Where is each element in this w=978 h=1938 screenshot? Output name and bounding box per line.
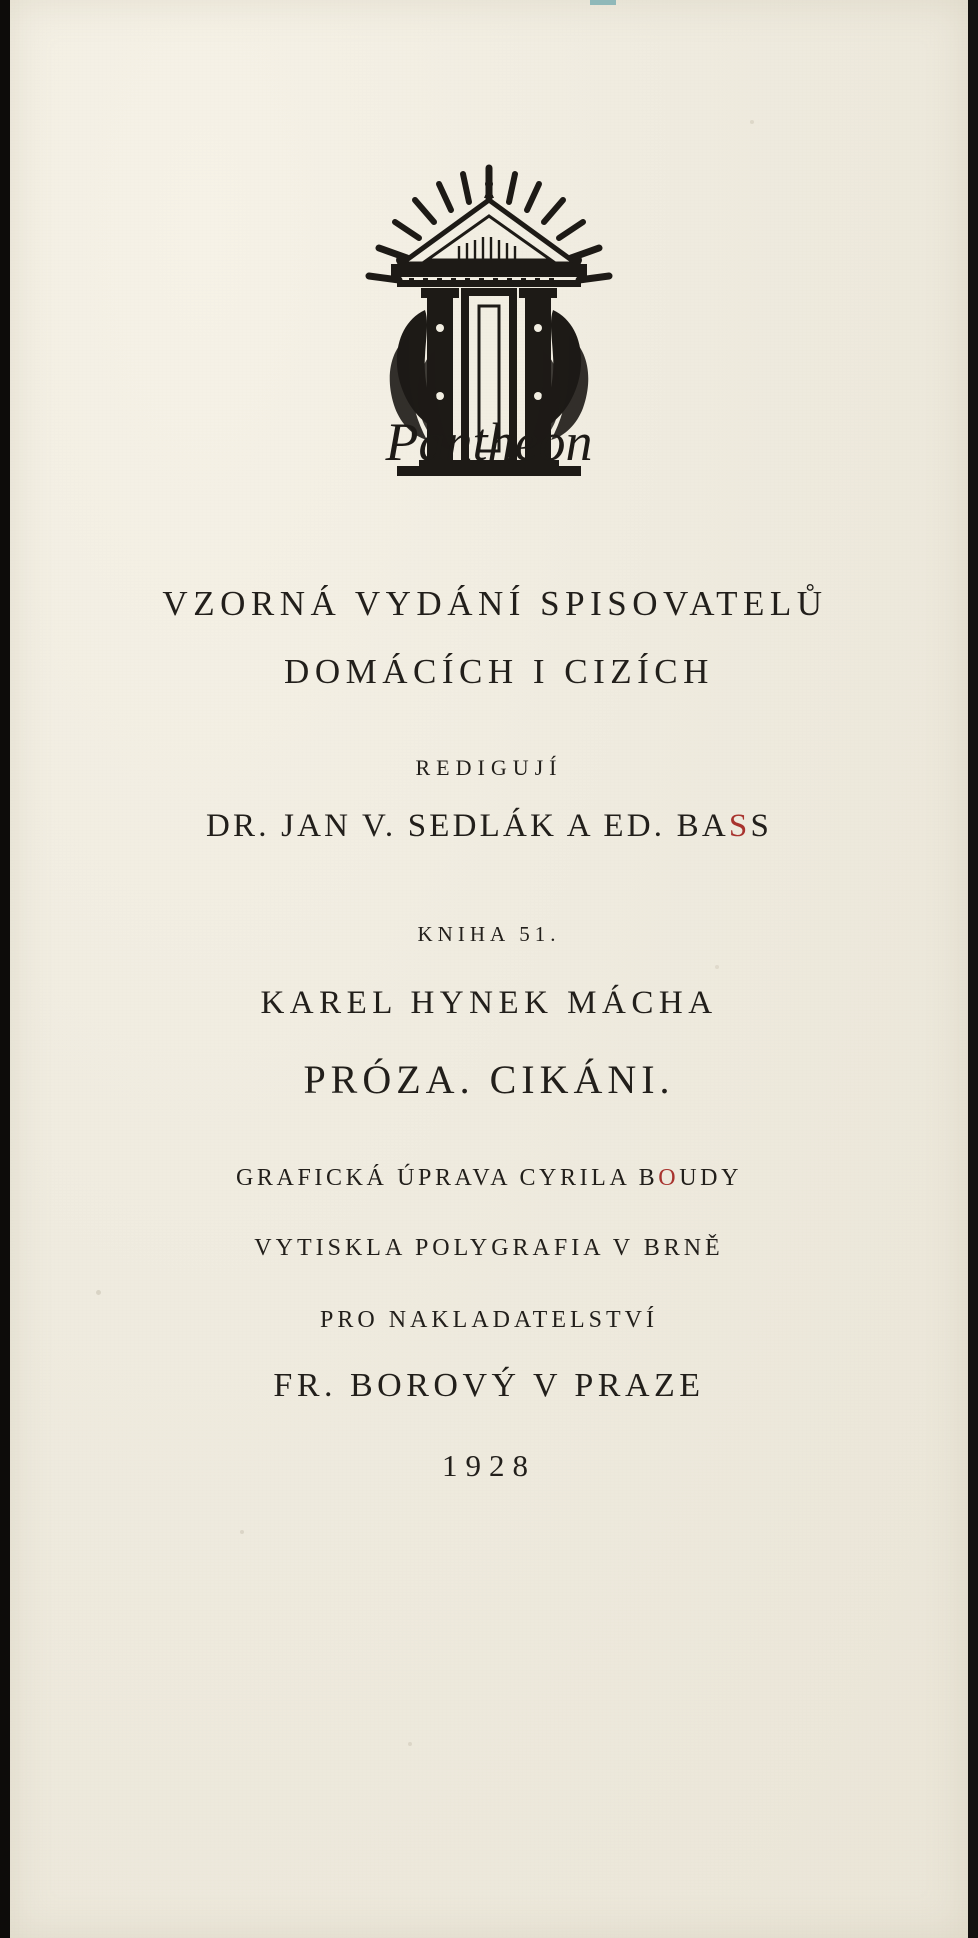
title-page xyxy=(10,0,968,1938)
printer-credit: VYTISKLA POLYGRAFIA V BRNĚ xyxy=(254,1235,724,1261)
title-page-content xyxy=(10,0,968,1938)
page-gutter-left xyxy=(0,0,10,1938)
red-ink-letter: O xyxy=(658,1165,680,1191)
publisher-name: FR. BOROVÝ V PRAZE xyxy=(273,1367,705,1404)
volume-number: KNIHA 51. xyxy=(417,922,561,946)
editors-names: DR. JAN V. SEDLÁK A ED. BASS xyxy=(205,808,773,844)
pantheon-wordmark-text: Pantheon xyxy=(385,412,593,472)
pantheon-temple-emblem-icon xyxy=(339,160,639,480)
publisher-emblem xyxy=(10,160,968,480)
series-line-1: VZORNÁ VYDÁNÍ SPISOVATELŮ xyxy=(162,584,828,623)
book-title: PRÓZA. CIKÁNI. xyxy=(303,1057,675,1102)
publication-year: 1928 xyxy=(442,1448,536,1483)
for-publisher-label: PRO NAKLADATELSTVÍ xyxy=(320,1307,658,1333)
graphic-design-credit: GRAFICKÁ ÚPRAVA CYRILA BOUDY xyxy=(235,1165,742,1191)
book-author: KAREL HYNEK MÁCHA xyxy=(260,985,718,1021)
series-line-2: DOMÁCÍCH I CIZÍCH xyxy=(284,652,714,691)
editors-label: REDIGUJÍ xyxy=(415,755,563,780)
red-ink-letter: S xyxy=(728,808,751,844)
page-gutter-right xyxy=(968,0,978,1938)
